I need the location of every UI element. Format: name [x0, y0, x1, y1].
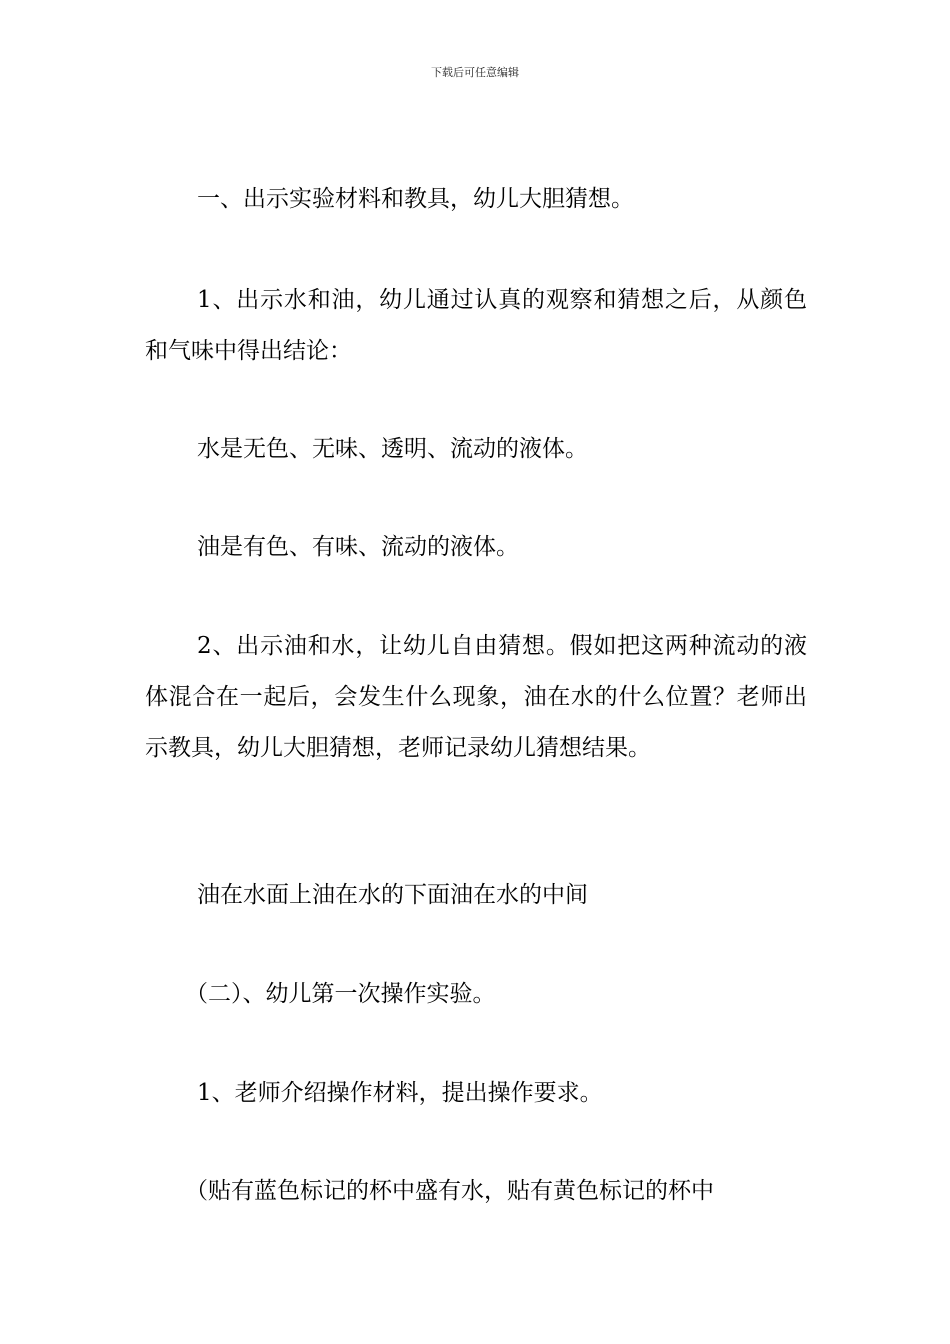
paragraph-cup-description: （贴有蓝色标记的杯中盛有水，贴有黄色标记的杯中	[185, 1178, 714, 1204]
paragraph-oil-positions: 油在水面上油在水的下面油在水的中间	[197, 882, 588, 908]
paragraph-section-one: 一、出示实验材料和教具，幼儿大胆猜想。	[197, 186, 634, 212]
paragraph-water-properties: 水是无色、无味、透明、流动的液体。	[197, 436, 588, 462]
paragraph-section-two: （二）、幼儿第一次操作实验。	[185, 981, 496, 1007]
paragraph-observe-water-oil: 1、出示水和油，幼儿通过认真的观察和猜想之后，从颜色和气味中得出结论：	[145, 287, 807, 364]
page-header: 下载后可任意编辑	[431, 66, 519, 79]
paragraph-oil-properties: 油是有色、有味、流动的液体。	[197, 534, 519, 560]
paragraph-introduce-materials: 1、老师介绍操作材料，提出操作要求。	[197, 1080, 603, 1106]
paragraph-guess-mixing: 2、出示油和水，让幼儿自由猜想。假如把这两种流动的液体混合在一起后，会发生什么现象，油在水的什么位置？老师出示教具，幼儿大胆猜想，老师记录幼儿猜想结果。	[145, 633, 807, 761]
